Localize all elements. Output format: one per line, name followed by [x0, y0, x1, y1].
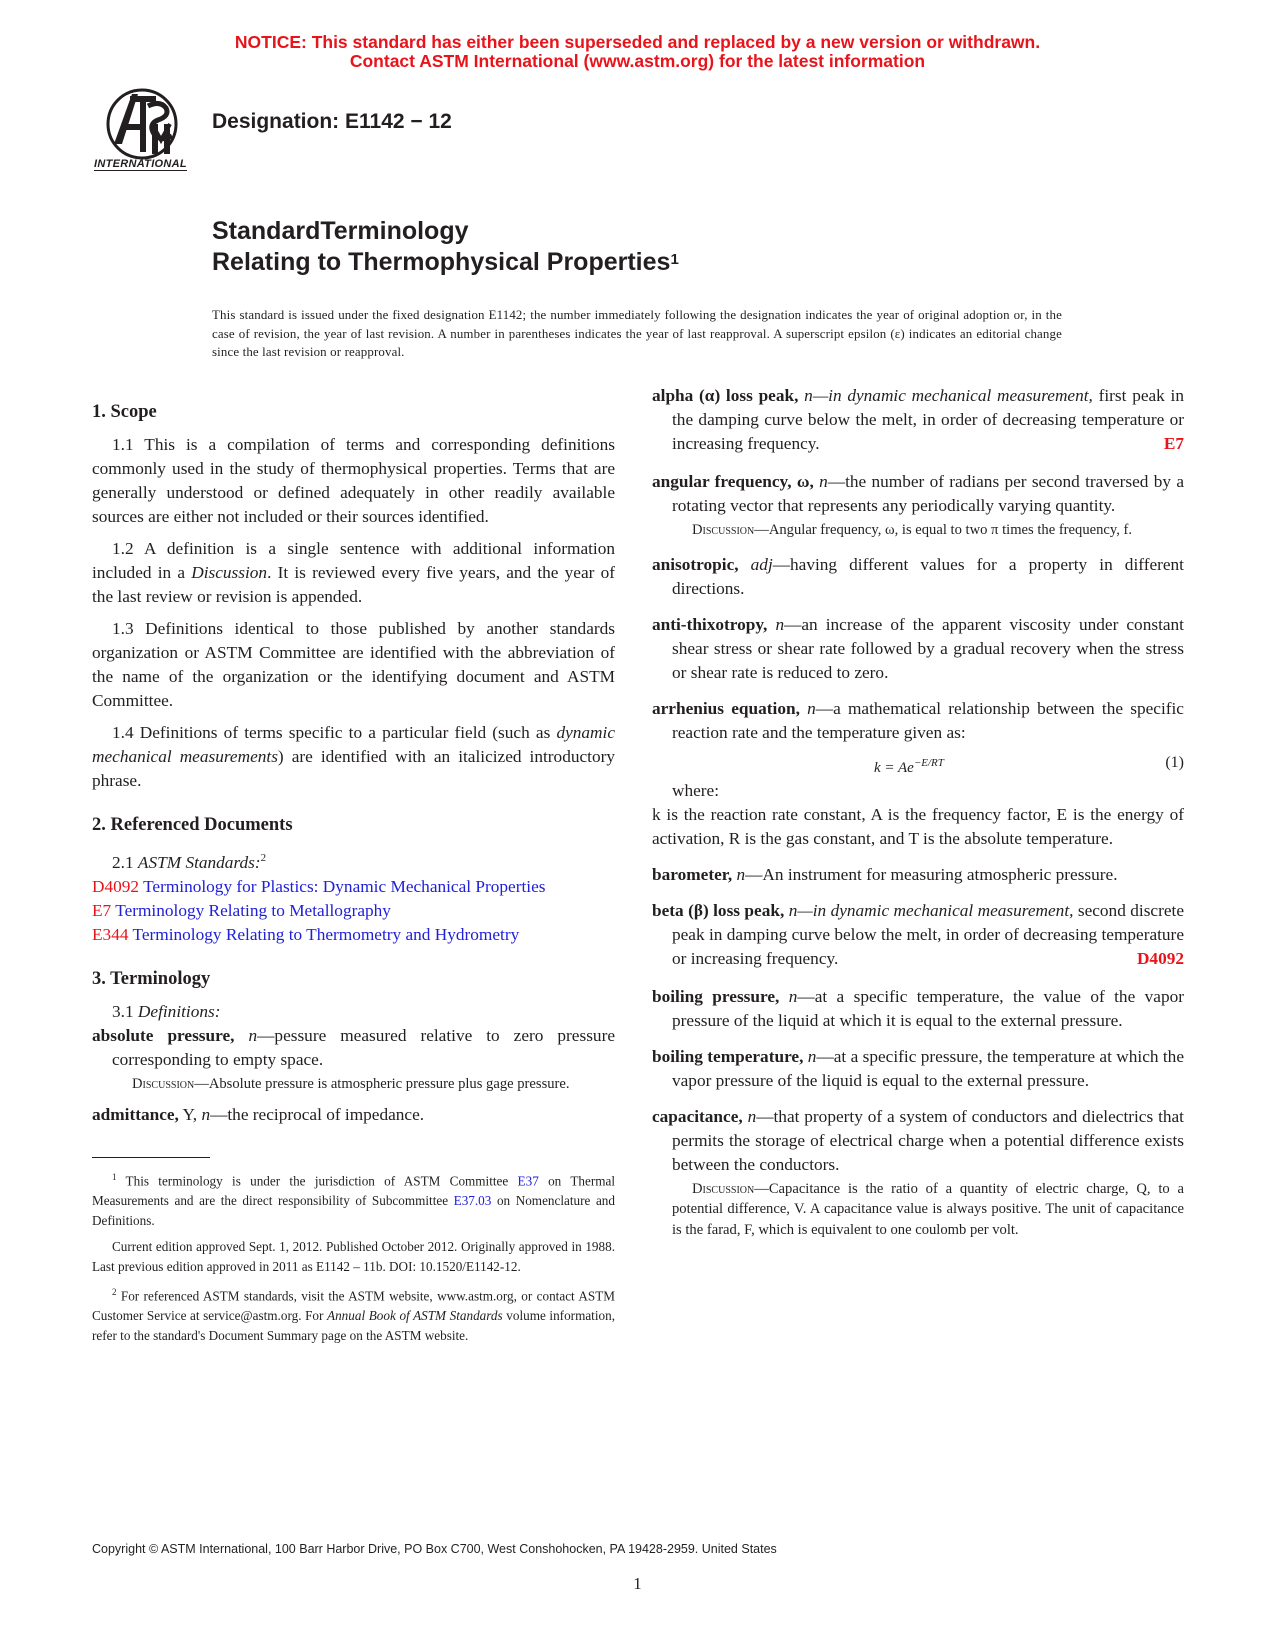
footnote-2	[92, 1283, 615, 1345]
ref-code[interactable]: E344	[92, 924, 129, 944]
equation-exponent: −E/RT	[913, 756, 944, 769]
fn2-text-a: For referenced ASTM standards, visit the ASTM website, www.astm.org, or contact ASTM Customer Service at service@astm.org. For	[92, 1288, 615, 1324]
term-def: second discrete peak in damping curve below the melt, in order of decreasing temperature or increasing frequency.	[672, 900, 1184, 968]
scope-1-4-text-a: 1.4 Definitions of terms specific to a particular field (such as	[112, 723, 557, 742]
copyright-footer: Copyright © ASTM International, 100 Barr Harbor Drive, PO Box C700, West Conshohocken, PA 19428-2959. United States	[92, 1542, 777, 1556]
equation-where: where:	[672, 780, 720, 800]
term-anti-thixotropy	[652, 613, 1184, 685]
term-boiling-temperature	[652, 1045, 1184, 1093]
term-name: beta (β) loss peak,	[652, 900, 785, 920]
term-pos: n	[248, 1025, 258, 1045]
discussion-text: —Absolute pressure is atmospheric pressure plus gage pressure.	[194, 1075, 570, 1092]
title-footnote-mark: 1	[670, 251, 679, 268]
referenced-documents-heading: 2. Referenced Documents	[92, 815, 293, 835]
discussion-text: —Capacitance is the ratio of a quantity of electric charge, Q, to a potential difference, V. A capacitance value is always positive. The unit of capacitance is the farad, F, which is equivalent to one coulomb per volt.	[672, 1180, 1184, 1238]
fn1-text-c: on Nomenclature and Definitions.	[92, 1193, 615, 1228]
definitions-subheading	[92, 1000, 615, 1024]
footnote-2-mark: 2	[112, 1287, 117, 1298]
equation-expression	[874, 751, 944, 780]
right-column	[652, 384, 1184, 1249]
term-admittance	[92, 1103, 615, 1127]
title-line-2-text: Relating to Thermophysical Properties	[212, 248, 671, 276]
sub-2-1-label: ASTM Standards:	[137, 852, 261, 872]
term-absolute-pressure	[92, 1024, 615, 1072]
subcommittee-e37-03-link[interactable]: E37.03	[453, 1193, 492, 1209]
term-pos: n	[201, 1105, 211, 1125]
title-line-1: StandardTerminology	[212, 217, 469, 245]
term-name: alpha (α) loss peak,	[652, 386, 799, 405]
scope-para-1-2	[92, 537, 615, 609]
term-name: anisotropic,	[652, 554, 739, 574]
ref-code[interactable]: D4092	[92, 876, 140, 896]
footnote-1	[92, 1168, 615, 1230]
sub-2-1-num: 2.1	[112, 852, 138, 872]
term-pos: n	[813, 472, 828, 491]
term-name: anti-thixotropy,	[652, 614, 768, 634]
term-field: —in dynamic mechanical measurement,	[797, 900, 1074, 920]
term-def: —at a specific pressure, the temperature at which the vapor pressure of the liquid is equal to the external pressure.	[672, 1046, 1184, 1090]
term-pos: n	[742, 1106, 757, 1126]
ref-title[interactable]: Terminology Relating to Metallography	[115, 900, 391, 920]
scope-1-4-text-b: ) are identified with an italicized introductory phrase.	[92, 747, 615, 790]
term-pos: n	[784, 900, 798, 920]
discussion-capacitance	[652, 1179, 1184, 1241]
term-beta-loss-peak	[652, 899, 1184, 971]
term-capacitance	[652, 1105, 1184, 1177]
footnote-edition: Current edition approved Sept. 1, 2012. Published October 2012. Originally approved in 1988. Last previous edition approved in 2011 as E1142 – 11b. DOI: 10.1520/E1142-12.	[92, 1239, 615, 1274]
scope-1-2-text-b: . It is reviewed every five years, and the year of the last review or revision is appended.	[92, 563, 615, 606]
term-pos: n	[767, 614, 785, 634]
withdrawn-notice	[0, 33, 1275, 71]
term-def: —having different values for a property in different directions.	[672, 554, 1184, 598]
term-name: capacitance,	[652, 1106, 743, 1126]
term-def: —at a specific temperature, the value of the vapor pressure of the liquid at which it is equal to the external pressure.	[672, 986, 1184, 1030]
term-pos: n	[803, 1046, 817, 1066]
arrhenius-equation	[652, 749, 1184, 779]
ref-title[interactable]: Terminology for Plastics: Dynamic Mechanical Properties	[143, 876, 546, 896]
sub-3-1-num: 3.1	[112, 1001, 138, 1021]
term-pos: n	[799, 698, 816, 718]
term-def: —pessure measured relative to zero pressure corresponding to empty space.	[112, 1025, 615, 1069]
term-anisotropic	[652, 553, 1184, 601]
equation-number: (1)	[1165, 753, 1184, 771]
term-name: boiling temperature,	[652, 1046, 804, 1066]
page-number: 1	[633, 1574, 642, 1593]
fn2-text-b: volume information, refer to the standard's Document Summary page on the ASTM website.	[92, 1308, 615, 1343]
sub-3-1-label: Definitions:	[137, 1001, 221, 1021]
notice-line-2: Contact ASTM International (www.astm.org) for the latest information	[349, 51, 926, 71]
designation: Designation: E1142 − 12	[212, 110, 452, 133]
logo-international-text: INTERNATIONAL	[94, 158, 187, 170]
term-symbol: Y,	[178, 1105, 202, 1125]
scope-para-1-1: 1.1 This is a compilation of terms and corresponding definitions commonly used in the study of thermophysical properties. Terms that are generally understood or defined adequately in other readily available sources are either not included or their sources identified.	[92, 435, 615, 526]
scope-1-4-em: dynamic mechanical measurements	[92, 723, 615, 766]
term-def: —An instrument for measuring atmospheric pressure.	[745, 864, 1118, 884]
term-name: boiling pressure,	[652, 986, 780, 1006]
term-name: admittance,	[92, 1105, 179, 1125]
fn2-em: Annual Book of ASTM Standards	[327, 1308, 503, 1324]
ref-e344[interactable]	[92, 923, 615, 947]
term-name: angular frequency, ω,	[652, 472, 814, 491]
equation-variables: k is the reaction rate constant, A is the frequency factor, E is the energy of activation, R is the gas constant, and T is the absolute temperature.	[652, 804, 1184, 848]
term-source-ref[interactable]: D4092	[1136, 948, 1184, 968]
fn1-text-a: This terminology is under the jurisdiction of ASTM Committee	[116, 1173, 518, 1189]
discussion-text: —Angular frequency, ω, is equal to two π times the frequency, f.	[754, 522, 1133, 538]
term-def: —a mathematical relationship between the specific reaction rate and the temperature given as:	[672, 698, 1184, 742]
ref-e7[interactable]	[92, 899, 615, 923]
term-pos: n	[798, 386, 813, 405]
term-arrhenius-equation	[652, 697, 1184, 745]
term-angular-frequency	[652, 470, 1184, 518]
ref-title[interactable]: Terminology Relating to Thermometry and Hydrometry	[132, 924, 520, 944]
scope-1-2-text-a: 1.2 A definition is a single sentence with additional information included in a	[92, 539, 615, 582]
term-def: —that property of a system of conductors and dielectrics that permits the storage of electrical charge when a potential difference exists between the conductors.	[672, 1106, 1184, 1174]
term-boiling-pressure	[652, 985, 1184, 1033]
term-def: —the number of radians per second traversed by a rotating vector that represents any periodically varying quantity.	[672, 472, 1184, 515]
astm-standards-subheading	[92, 846, 615, 875]
footnote-rule	[92, 1157, 210, 1158]
committee-e37-link[interactable]: E37	[517, 1173, 539, 1189]
scope-para-1-4	[92, 721, 615, 793]
scope-heading: 1. Scope	[92, 402, 157, 422]
term-field: —in dynamic mechanical measurement,	[812, 386, 1093, 405]
left-column	[92, 400, 615, 1352]
term-name: absolute pressure,	[92, 1025, 235, 1045]
ref-d4092[interactable]	[92, 875, 615, 899]
issued-note: This standard is issued under the fixed designation E1142; the number immediately following the designation indicates the year of original adoption or, in the case of revision, the year of last revision. A number in parentheses indicates the year of last reapproval. A superscript epsilon (ε) indicates an editorial change since the last revision or reapproval.	[212, 308, 1062, 359]
term-pos: n	[779, 986, 798, 1006]
discussion-angular-frequency	[652, 520, 1184, 541]
discussion-label: Discussion	[692, 1180, 755, 1197]
term-name: barometer,	[652, 864, 733, 884]
notice-line-1: NOTICE: This standard has either been superseded and replaced by a new version or withdrawn.	[234, 32, 1041, 52]
term-barometer	[652, 863, 1184, 887]
astm-international-logo	[92, 84, 196, 176]
term-def: —the reciprocal of impedance.	[210, 1105, 425, 1125]
discussion-label: Discussion	[132, 1075, 195, 1092]
page-title	[212, 216, 679, 278]
footnote-1-mark: 1	[112, 1172, 117, 1183]
term-pos: n	[732, 864, 746, 884]
scope-para-1-3: 1.3 Definitions identical to those published by another standards organization or ASTM Committee are identified with the abbreviation of the name of the organization or the identifying document and ASTM Committee.	[92, 619, 615, 710]
term-def: first peak in the damping curve below the melt, in order of decreasing temperature or increasing frequency.	[672, 386, 1184, 453]
fn1-text-b: on Thermal Measurements and are the direct responsibility of Subcommittee	[92, 1173, 615, 1209]
term-def: —an increase of the apparent viscosity under constant shear stress or shear rate followed by a gradual recovery when the stress or shear rate is reduced to zero.	[672, 614, 1184, 682]
discussion-absolute-pressure	[92, 1074, 615, 1095]
title-line-2	[212, 247, 679, 278]
term-pos: adj	[738, 554, 773, 574]
scope-1-2-discussion-em: Discussion	[191, 563, 268, 582]
equation-lhs: k = Ae	[874, 759, 914, 776]
sub-2-1-footnote-mark: 2	[260, 852, 267, 864]
term-alpha-loss-peak	[652, 384, 1184, 456]
discussion-label: Discussion	[692, 522, 755, 538]
ref-code[interactable]: E7	[92, 900, 112, 920]
terminology-heading: 3. Terminology	[92, 968, 211, 989]
term-name: arrhenius equation,	[652, 698, 800, 718]
